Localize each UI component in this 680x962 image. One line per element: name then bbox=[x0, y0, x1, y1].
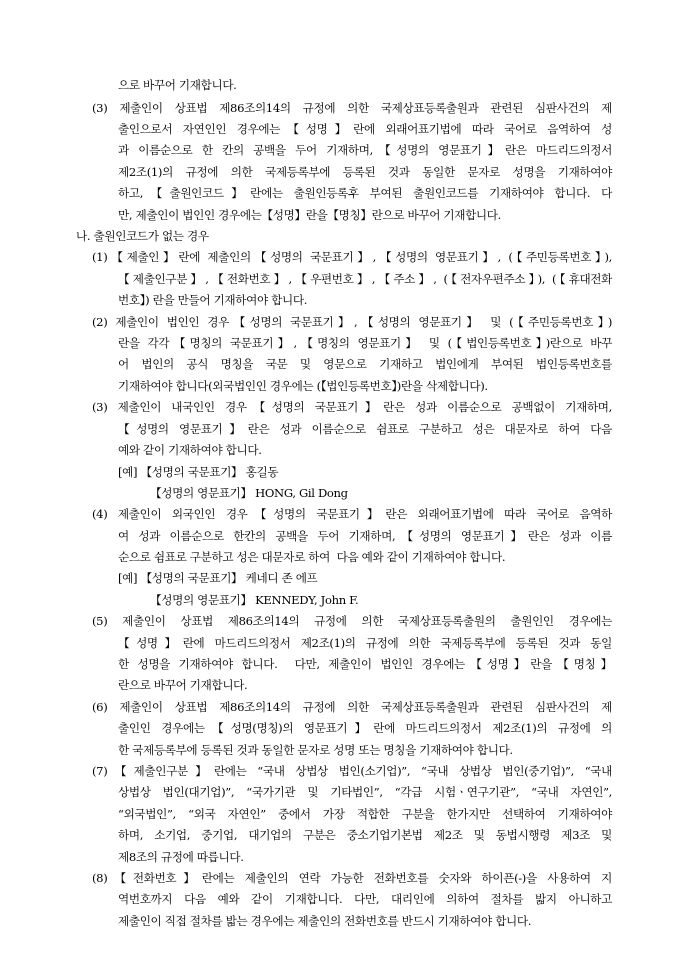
text-line: 과 이름순으로 한 칸의 공백을 두어 기재하며,【성명의 영문표기】란은 마드리드의정서 bbox=[118, 143, 612, 157]
example-line: 【성명의 영문표기】 HONG, Gil Dong bbox=[150, 486, 348, 500]
list-item-1: (1)【제출인】란에 제출인의【성명의 국문표기】,【성명의 영문표기】, (【주민등록번호】), bbox=[92, 250, 612, 264]
text-line: 【성명】란에 마드리드의정서 제2조(1)의 규정에 의한 국제등록부에 등록된 것과 동일 bbox=[118, 636, 612, 650]
list-item-8: (8)【전화번호】란에는 제출인의 연락 가능한 전화번호를 숫자와 하이픈(-)을 사용하여 지 bbox=[92, 871, 612, 885]
text-line: 상법상 법인(대기업)”, “국가기관 및 기타법인”, “각급 시험ㆍ연구기관”, “국내 자연인”, bbox=[118, 785, 612, 799]
example-line: [예] 【성명의 국문표기】 홍길동 bbox=[118, 465, 279, 479]
text-line: 출인인 경우에는【성명(명칭)의 영문표기】란에 마드리드의정서 제2조(1)의 규정에 의 bbox=[118, 721, 612, 735]
text-line: 란을 각각【명칭의 국문표기】,【명칭의 영문표기】 및 (【법인등록번호】)란으로 바꾸 bbox=[118, 336, 612, 350]
text-line: 예와 같이 기재하여야 합니다. bbox=[118, 443, 262, 457]
text-line: “외국법인”, “외국 자연인” 중에서 가장 적합한 구분을 한가지만 선택하여 기재하여야 bbox=[118, 807, 612, 821]
example-line: 【성명의 영문표기】 KENNEDY, John F. bbox=[150, 593, 359, 607]
text-line: 하며, 소기업, 중기업, 대기업의 구분은 중소기업기본법 제2조 및 동법시행령 제3조 및 bbox=[118, 828, 612, 842]
text-line: 여 성과 이름순으로 한칸의 공백을 두어 기재하며,【성명의 영문표기】란은 성과 이름 bbox=[118, 529, 612, 543]
text-line: 제출인이 직접 절차를 밟는 경우에는 제출인의 전화번호를 반드시 기재하여야 합니다. bbox=[118, 914, 532, 928]
list-item-2: (2) 제출인이 법인인 경우【성명의 국문표기】,【성명의 영문표기】 및 (【주민등록번호】) bbox=[92, 315, 612, 329]
text-line: 어 법인의 공식 명칭을 국문 및 영문으로 기재하고 법인에게 부여된 법인등록번호를 bbox=[118, 357, 612, 371]
example-line: [예] 【성명의 국문표기】 케네디 존 에프 bbox=[118, 571, 318, 585]
section-heading: 나. 출원인코드가 없는 경우 bbox=[76, 229, 209, 243]
text-line: 【제출인구분】,【전화번호】,【우편번호】,【주소】, (【전자우편주소】), (【휴대전화 bbox=[118, 272, 612, 286]
text-line: 하고,【출원인코드】란에는 출원인등록후 부여된 출원인코드를 기재하여야 합니다. 다 bbox=[118, 186, 612, 200]
text-line: 번호】) 란을 만들어 기재하여야 합니다. bbox=[118, 293, 308, 307]
text-line: 역번호까지 다음 예와 같이 기재합니다. 다만, 대리인에 의하여 절차를 밟지 아니하고 bbox=[118, 892, 612, 906]
list-item-5: (5) 제출인이 상표법 제86조의14의 규정에 의한 국제상표등록출원의 출원인인 경우에는 bbox=[92, 614, 612, 628]
text-line: 기재하여야 합니다(외국법인인 경우에는 (【법인등록번호】)란을 삭제합니다). bbox=[118, 379, 488, 393]
text-line: 한 국제등록부에 등록된 것과 동일한 문자로 성명 또는 명칭을 기재하여야 합니다. bbox=[118, 743, 513, 757]
text-line: 제8조의 규정에 따릅니다. bbox=[118, 850, 244, 864]
text-line: 만, 제출인이 법인인 경우에는【성명】란을【명칭】란으로 바꾸어 기재합니다. bbox=[118, 208, 501, 222]
list-item-3b: (3) 제출인이 내국인인 경우【성명의 국문표기】란은 성과 이름순으로 공백없이 기재하며, bbox=[92, 400, 612, 414]
text-line: 【성명의 영문표기】란은 성과 이름순으로 쉼표로 구분하고 성은 대문자로 하여 다음 bbox=[118, 422, 612, 436]
text-line: 제2조(1)의 규정에 의한 국제등록부에 등록된 것과 동일한 문자로 성명을 기재하여야 bbox=[118, 165, 612, 179]
text-line: 출인으로서 자연인인 경우에는【성명】란에 외래어표기법에 따라 국어로 음역하여 성 bbox=[118, 122, 612, 136]
list-item-3: (3) 제출인이 상표법 제86조의14의 규정에 의한 국제상표등록출원과 관련된 심판사건의 제 bbox=[92, 101, 612, 115]
text-line: 순으로 쉼표로 구분하고 성은 대문자로 하여 다음 예와 같이 기재하여야 합니다. bbox=[118, 550, 506, 564]
list-item-6: (6) 제출인이 상표법 제86조의14의 규정에 의한 국제상표등록출원과 관련된 심판사건의 제 bbox=[92, 700, 612, 714]
text-line: 란으로 바꾸어 기재합니다. bbox=[118, 678, 248, 692]
text-line: 으로 바꾸어 기재합니다. bbox=[118, 78, 237, 92]
text-line: 한 성명을 기재하여야 합니다. 다만, 제출인이 법인인 경우에는【성명】란을【명칭】 bbox=[118, 657, 612, 671]
list-item-4: (4) 제출인이 외국인인 경우【성명의 국문표기】란은 외래어표기법에 따라 국어로 음역하 bbox=[92, 507, 612, 521]
list-item-7: (7)【제출인구분】란에는 “국내 상법상 법인(소기업)”, “국내 상법상 법인(중기업)”, “국내 bbox=[92, 764, 612, 778]
